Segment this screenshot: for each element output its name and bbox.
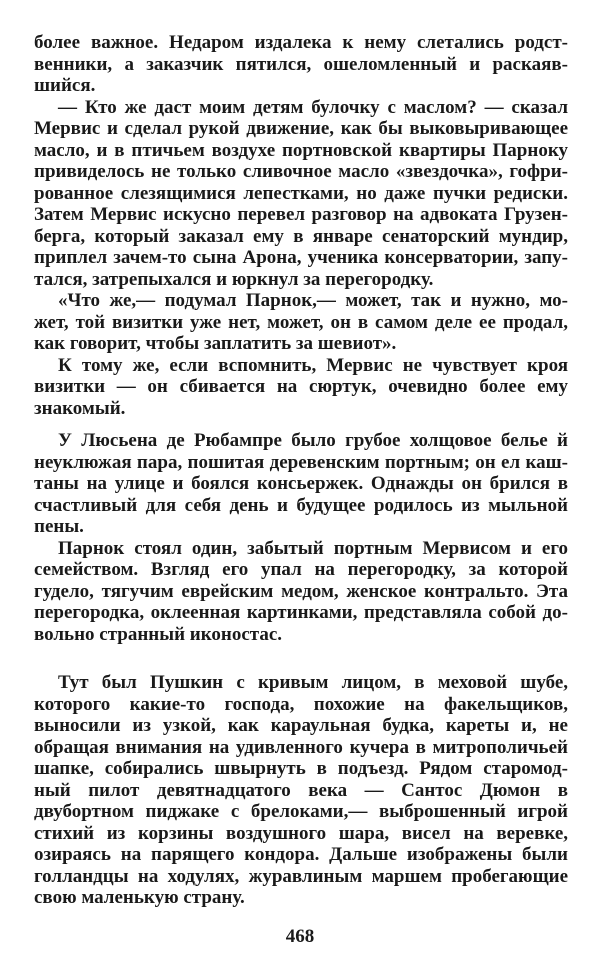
text-line: выносили из узкой, как караульная будка, кареты и, не	[34, 715, 568, 736]
text-line: К тому же, если вспомнить, Мервис не чувствует кроя	[58, 354, 568, 376]
text-line: гудело, тягучим еврейским медом, женское контральто. Эта	[34, 580, 568, 602]
text-line: пены.	[34, 516, 84, 537]
text-line: Парнок стоял один, забытый портным Мервисом и его	[58, 537, 568, 559]
text-line: визитки — он сбивается на сюртук, очевидно более ему	[34, 376, 568, 397]
text-line: привиделось не только сливочное масло «звездочка», гофри-	[34, 161, 568, 182]
text-line: У Люсьена де Рюбампре было грубое холщовое белье й	[58, 430, 568, 451]
text-line: свою маленькую страну.	[34, 887, 245, 908]
text-line: Затем Мервис искусно перевел разговор на адвоката Грузен-	[34, 204, 568, 225]
text-line: Мервис и сделал рукой движение, как бы выковыривающее	[34, 118, 568, 139]
text-line: обращая внимания на удивленного кучера в митрополичьей	[34, 736, 568, 758]
text-line: знакомый.	[34, 397, 126, 419]
text-line: — Кто же даст моим детям булочку с маслом? — сказал	[58, 96, 568, 118]
text-line: которого какие-то господа, похожие на факельщиков,	[34, 693, 568, 715]
text-line: более важное. Недаром издалека к нему слетались родст-	[34, 32, 568, 53]
text-line: «Что же,— подумал Парнок,— может, так и нужно, мо-	[58, 290, 568, 311]
text-line: вольно странный иконостас.	[34, 623, 283, 645]
text-line: голландцы на ходулях, журавлиным маршем пробегающие	[34, 865, 568, 887]
text-line: рованное слезящимися лепестками, но даже пучки редиски.	[34, 182, 568, 204]
text-line: тался, затрепыхался и юркнул за перегородку.	[34, 268, 434, 290]
text-line: шийся.	[34, 75, 96, 96]
text-line: как говорит, чтобы заплатить за шевиот».	[34, 333, 397, 354]
text-line: жет, той визитки уже нет, может, он в самом деле ее продал,	[34, 311, 568, 333]
text-line: счастливый для себя день и будущее родилось из мыльной	[34, 494, 568, 516]
text-line: неуклюжая пара, пошитая деревенским портным; он ел каш-	[34, 451, 568, 473]
text-line: приплел зачем-то сына Арона, ученика консерватории, запу-	[34, 247, 568, 268]
text-line: семейством. Взгляд его упал на перегородку, за которой	[34, 559, 568, 580]
text-section-2	[34, 430, 568, 645]
page-number: 468	[285, 926, 315, 947]
text-line: озираясь на парящего кондора. Дальше изображены были	[34, 844, 568, 865]
text-line: венники, а заказчик пятился, ошеломленный и раскаяв-	[34, 53, 568, 75]
text-line: стихий из корзины воздушного шара, висел на веревке,	[34, 822, 568, 844]
text-line: перегородка, оклеенная картинками, представляла собой до-	[34, 602, 568, 623]
text-line: берга, который заказал ему в январе сенаторский мундир,	[34, 225, 568, 247]
text-line: масло, и в птичьем воздухе портновской квартиры Парноку	[34, 139, 568, 161]
text-line: двубортном пиджаке с брелоками,— выброшенный игрой	[34, 801, 568, 822]
text-section-3	[34, 672, 568, 909]
text-line: шапке, собирались швырнуть в подъезд. Рядом старомод-	[34, 758, 568, 779]
text-line: Тут был Пушкин с кривым лицом, в меховой шубе,	[58, 672, 568, 693]
text-line: ный пилот девятнадцатого века — Сантос Дюмон в	[34, 779, 568, 801]
text-section-1	[34, 32, 568, 419]
text-line: таны на улице и боялся консьержек. Однажды он брился в	[34, 473, 568, 494]
